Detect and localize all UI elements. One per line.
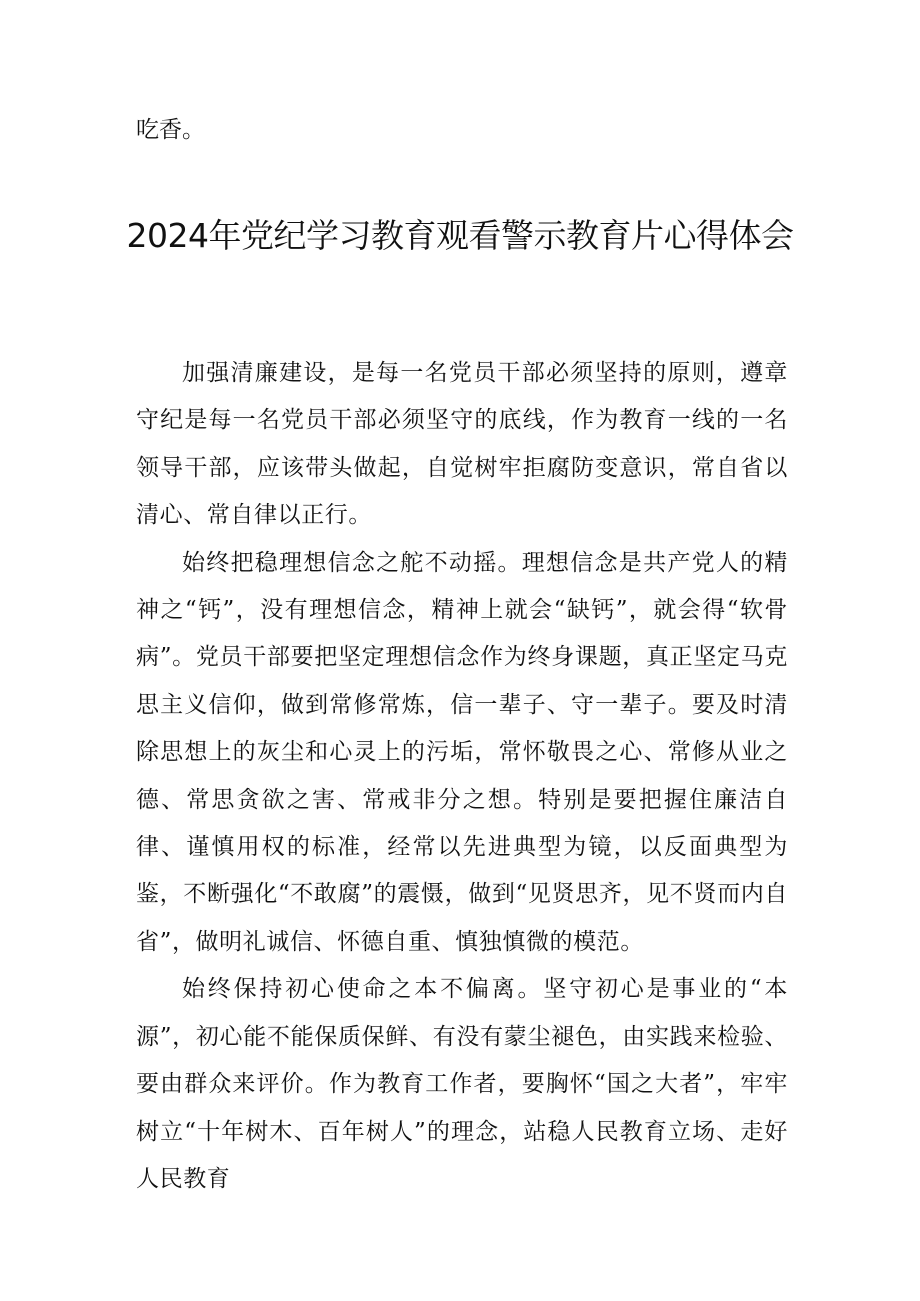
body-paragraph: 始终把稳理想信念之舵不动摇。理想信念是共产党人的精神之“钙”，没有理想信念，精神上就会“缺钙”，就会得“软骨病”。党员干部要把坚定理想信念作为终身课题，真正坚定马克思主义信仰，做到常修常炼，信一辈子、守一辈子。要及时清除思想上的灰尘和心灵上的污垢，常怀敬畏之心、常修从业之德、常思贪欲之害、常戒非分之想。特别是要把握住廉洁自律、谨慎用权的标准，经常以先进典型为镜，以反面典型为鉴，不断强化“不敢腐”的震慑，做到“见贤思齐，见不贤而内自省”，做明礼诚信、怀德自重、慎独慎微的模范。 [136,549,788,955]
body-paragraph: 加强清廉建设，是每一名党员干部必须坚持的原则，遵章守纪是每一名党员干部必须坚守的底线，作为教育一线的一名领导干部，应该带头做起，自觉树牢拒腐防变意识，常自省以清心、常自律以正行。 [136,360,788,529]
carryover-text: 吃香。 [136,117,205,143]
body-paragraph: 始终保持初心使命之本不偏离。坚守初心是事业的“本源”，初心能不能保质保鲜、有没有蒙尘褪色，由实践来检验、要由群众来评价。作为教育工作者，要胸怀“国之大者”，牢牢树立“十年树木、百年树人”的理念，站稳人民教育立场、走好人民教育 [136,976,788,1192]
document-body [136,350,788,1203]
document-title: 2024年党纪学习教育观看警示教育片心得体会 [126,216,794,255]
